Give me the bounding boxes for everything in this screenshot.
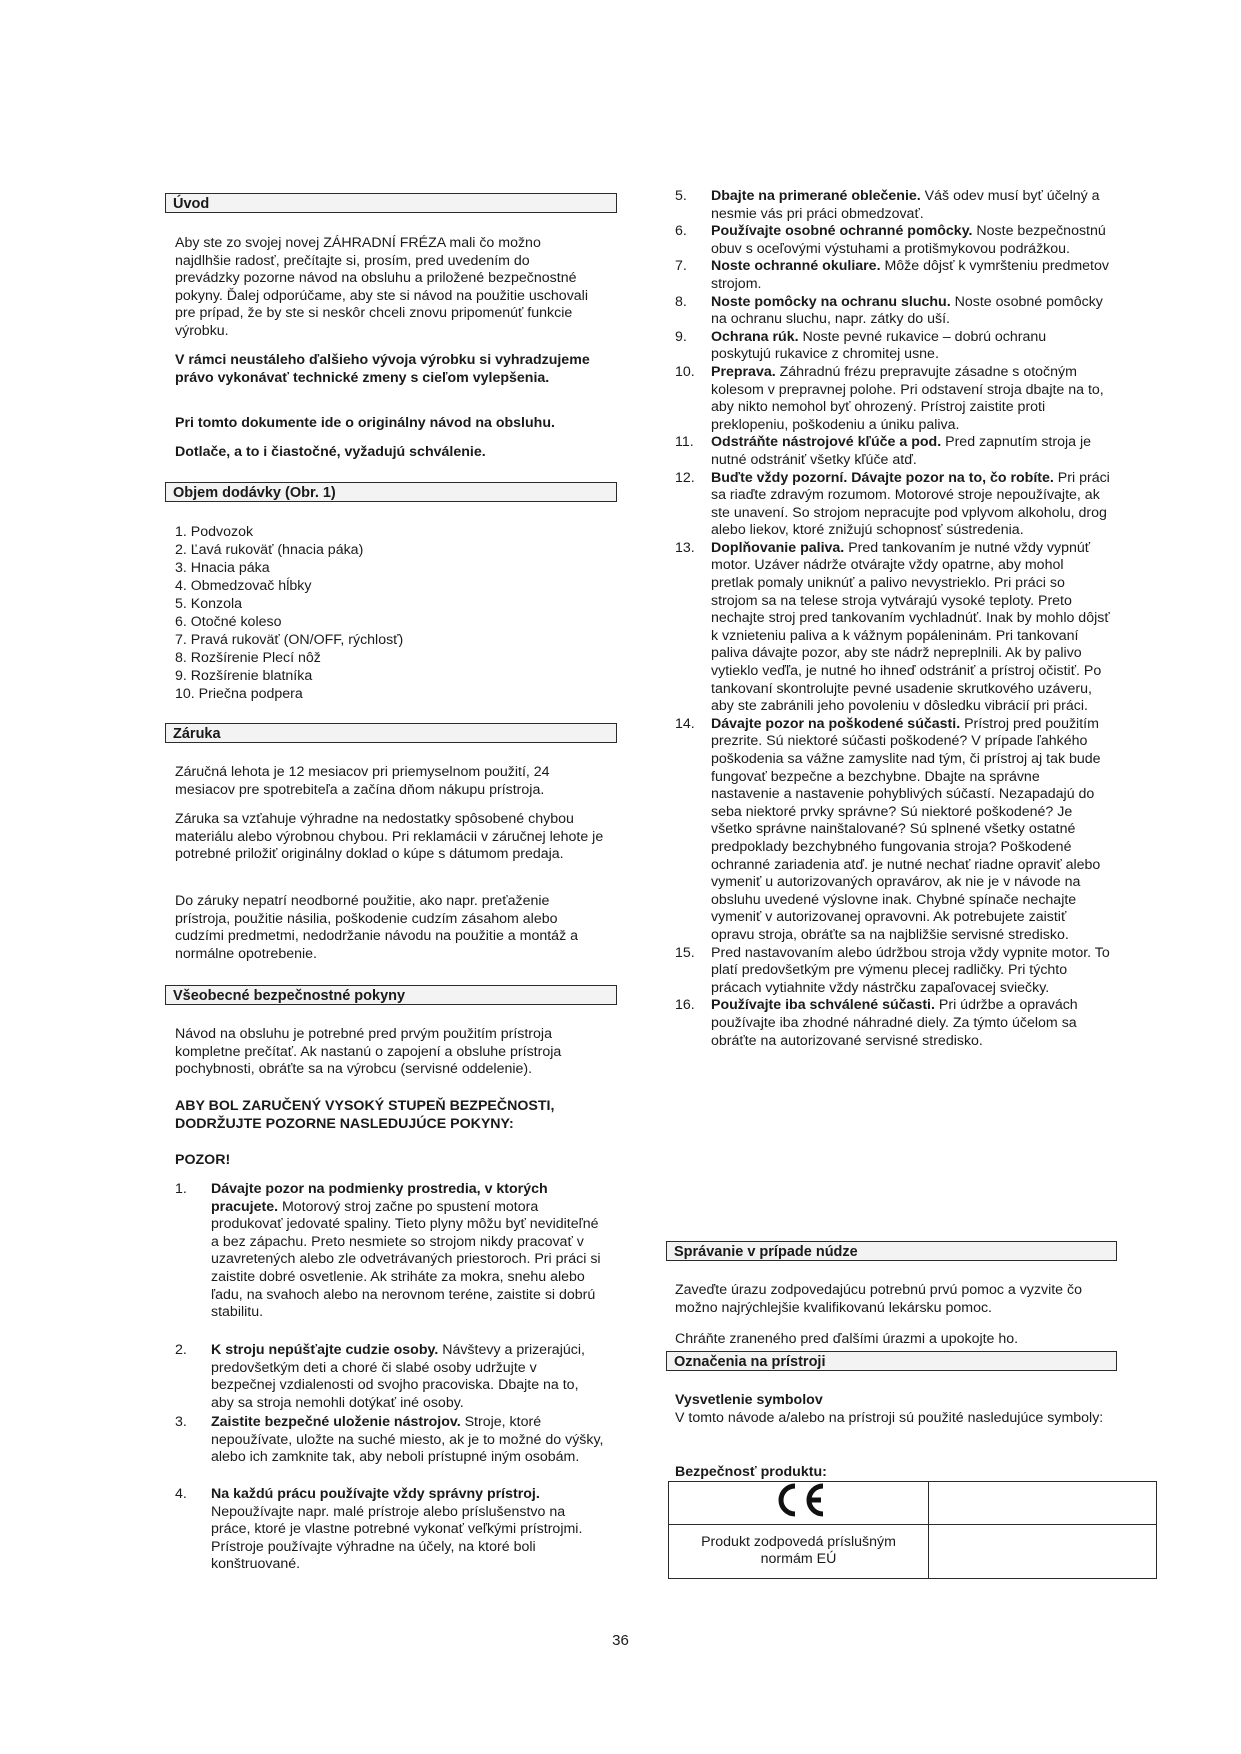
product-safety-text: Bezpečnosť produktu: <box>675 1464 827 1480</box>
emergency-para-2 <box>675 1331 1110 1349</box>
section-heading-warranty: Záruka <box>165 723 617 743</box>
list-item: 7. Noste ochranné okuliare. Môže dôjsť k vymršteniu predmetov strojom. <box>675 258 1109 292</box>
list-item: 7. Pravá rukoväť (ON/OFF, rýchlosť) <box>175 632 404 648</box>
section-heading-delivery: Objem dodávky (Obr. 1) <box>165 482 617 502</box>
list-item: 15. Pred nastavovaním alebo údržbou stroja vždy vypnite motor. To platí predovšetkým pre výmenu plecej radličky. Pri týchto prácach vytiahnite vždy nástrčku zapaľovacej sviečky. <box>675 944 1110 996</box>
section-heading-emergency: Správanie v prípade núdze <box>666 1241 1117 1261</box>
safety-item-4 <box>175 1486 605 1574</box>
emergency-text-2: Chráňte zraneného pred ďalšími úrazmi a upokojte ho. <box>675 1331 1019 1347</box>
safety-pozor <box>175 1152 375 1170</box>
emergency-para-1 <box>675 1282 1110 1317</box>
list-item: 8. Noste pomôcky na ochranu sluchu. Noste osobné pomôcky na ochranu sluchu, napr. zátky do uší. <box>675 293 1103 328</box>
list-item: 1. Podvozok <box>175 524 254 540</box>
intro-bold-reprint-text: Dotlače, a to i čiastočné, vyžadujú schválenie. <box>175 444 486 460</box>
page-number: 36 <box>612 1632 629 1649</box>
list-item: 4. Obmedzovač hĺbky <box>175 578 312 594</box>
item-text: Zaistite bezpečné uloženie nástrojov. Stroje, ktoré nepoužívate, uložte na suché miesto, ak je to možné do výšky, alebo ich zamknite tak, aby neboli prístupné iným osobám. <box>211 1414 604 1466</box>
safety-caps-notice <box>175 1098 605 1133</box>
safety-item-3 <box>175 1414 605 1467</box>
warranty-text-2: Záruka sa vzťahuje výhradne na nedostatky spôsobené chybou materiálu alebo výrobnou chybou. Pri reklamácii v záručnej lehote je potrebné priložiť originálny doklad o kúpe s dátumom predaja. <box>175 811 604 863</box>
list-item: 14. Dávajte pozor na poškodené súčasti. Prístroj pred použitím prezrite. Sú niektoré súčasti poškodené? V prípade ľahkého poškodenia sa vážne zamyslite nad tým, či prístroj aj tak bude fungovať bezpečne a bezchybne. Dbajte na správne nastavenie a nastavenie pohyblivých súčastí. Nezapadajú do seba niektoré prvky správne? Sú niektoré poškodené? Je všetko správne nainštalované? Sú splnené všetky ostatné predpoklady bezchybného fungovania stroja? Poškodené ochranné zariadenia atď. je nutné nechať riadne opraviť alebo vymeniť u autorizovaných opravárov, ak nie je v návode na obsluhu uvedené výslovne inak. Chybné spínače nechajte vymeniť v autorizovanej opravovni. Ak potrebujete zaistiť opravu stroja, obráťte sa na najbližšie servisné stredisko. <box>675 715 1101 943</box>
intro-bold-rights-text: V rámci neustáleho ďalšieho vývoja výrobku si vyhradzujeme právo vykonávať technické zmeny s cieľom vylepšenia. <box>175 352 590 386</box>
warranty-text-1: Záručná lehota je 12 mesiacov pri priemyselnom použití, 24 mesiacov pre spotrebiteľa a začína dňom nákupu prístroja. <box>175 764 550 798</box>
item-number: 2. <box>175 1342 187 1358</box>
symbols-subheading <box>675 1392 1105 1410</box>
safety-item-1 <box>175 1181 605 1322</box>
list-item: 16. Používajte iba schválené súčasti. Pri údržbe a opravách používajte iba zhodné náhradné diely. Za týmto účelom sa obráťte na autorizované servisné stredisko. <box>675 997 1078 1049</box>
list-item: 10. Priečna podpera <box>175 686 303 702</box>
list-item: 5. Konzola <box>175 596 243 612</box>
warranty-para-3 <box>175 893 605 963</box>
item-text: Dávajte pozor na podmienky prostredia, v ktorých pracujete. Motorový stroj začne po spustení motora produkovať jedovaté spaliny. Tieto plyny môžu byť neviditeľné a bez zápachu. Preto nesmiete so strojom nikdy pracovať v uzavretených alebo zle odvetrávaných priestoroch. Pri práci si zaistite dobré osvetlenie. Ak striháte za mokra, snehu alebo ľadu, na svahoch alebo na nerovnom teréne, zaistite si dobrú stabilitu. <box>211 1181 601 1321</box>
safety-text-1: Návod na obsluhu je potrebné pred prvým použitím prístroja kompletne prečítať. Ak nastanú o zapojení a obsluhe prístroja pochybnosti, obráťte sa na výrobcu (servisné oddelenie). <box>175 1026 562 1078</box>
list-item: 5. Dbajte na primerané oblečenie. Váš odev musí byť účelný a nesmie vás pri práci obmedzovať. <box>675 188 1100 222</box>
list-item: 12. Buďte vždy pozorní. Dávajte pozor na to, čo robíte. Pri práci sa riaďte zdravým rozumom. Motorové stroje nepoužívajte, ak ste unavení. So strojom nepracujte pod vplyvom alkoholu, drog alebo liekov, ktoré znižujú schopnosť sústredenia. <box>675 469 1110 539</box>
warranty-text-3: Do záruky nepatrí neodborné použitie, ako napr. preťaženie prístroja, použitie násilia, poškodenie cudzím zásahom alebo cudzími predmetmi, nedodržanie návodu na použitie a montáž a normálne opotrebenie. <box>175 893 578 962</box>
ce-mark-cell <box>669 1482 929 1525</box>
list-item: 6. Používajte osobné ochranné pomôcky. Noste bezpečnostnú obuv s oceľovými výstuhami a protišmykovou podrážkou. <box>675 223 1106 257</box>
section-heading-intro: Úvod <box>165 193 617 213</box>
intro-text: Aby ste zo svojej novej ZÁHRADNÍ FRÉZA mali čo možno najdlhšie radosť, prečítajte si, prosím, pred uvedením do prevádzky pozorne návod na obsluhu a priložené bezpečnostné pokyny. Ďalej odporúčame, aby ste si návod na použitie uschovali pre prípad, že by ste si neskôr chceli znovu pripomenúť funkcie výrobku. <box>175 235 588 339</box>
symbols-para <box>675 1410 1105 1428</box>
list-item: 9. Ochrana rúk. Noste pevné rukavice – dobrú ochranu poskytujú rukavice z chromitej usne. <box>675 328 1047 363</box>
list-item: 11. Odstráňte nástrojové kľúče a pod. Pred zapnutím stroja je nutné odstrániť všetky kľúče atď. <box>675 434 1091 468</box>
intro-bold-reprint <box>175 444 615 462</box>
item-number: 4. <box>175 1486 187 1502</box>
ce-mark-icon <box>769 1482 829 1518</box>
safety-pozor-text: POZOR! <box>175 1152 231 1168</box>
section-heading-safety: Všeobecné bezpečnostné pokyny <box>165 985 617 1005</box>
list-item: 8. Rozšírenie Plecí nôž <box>175 650 321 666</box>
list-item: 2. Ľavá rukoväť (hnacia páka) <box>175 542 364 558</box>
symbols-para-text: V tomto návode a/alebo na prístroji sú použité nasledujúce symboly: <box>675 1410 1104 1426</box>
intro-bold-original <box>175 415 615 433</box>
warranty-para-2 <box>175 811 605 864</box>
safety-item-2 <box>175 1342 605 1412</box>
section-heading-symbols: Označenia na prístroji <box>666 1351 1117 1371</box>
empty-cell <box>929 1482 1157 1525</box>
symbols-table <box>668 1481 1157 1579</box>
warranty-para-1 <box>175 764 595 799</box>
empty-cell <box>929 1524 1157 1578</box>
emergency-text-1: Zaveďte úrazu zodpovedajúcu potrebnú prvú pomoc a vyzvite čo možno najrýchlejšie kvalifikovanú lekársku pomoc. <box>675 1282 1082 1316</box>
list-item: 6. Otočné koleso <box>175 614 282 630</box>
item-text: K stroju nepúšťajte cudzie osoby. Návštevy a prizerajúci, predovšetkým deti a choré či slabé osoby udržujte v bezpečnej vzdialenosti od svojho pracoviska. Dbajte na to, aby sa stroja nemohli dotýkať iné osoby. <box>211 1342 585 1411</box>
intro-bold-original-text: Pri tomto dokumente ide o originálny návod na obsluhu. <box>175 415 555 431</box>
list-item: 13. Doplňovanie paliva. Pred tankovaním je nutné vždy vypnúť motor. Uzáver nádrže otvárajte vždy opatrne, aby mohol pretlak pomaly uniknúť a palivo nevystrieklo. Pri práci so strojom sa na telese stroja vytvárajú vysoké teploty. Preto nechajte stroj pred tankovaním vychladnúť. Inak by mohlo dôjsť k vznieteniu paliva a k vážnym popáleninám. Pri tankovaní paliva dávajte pozor, aby ste nádrž nepreplnili. Ak by palivo vytieklo veďľa, je nutné ho ihneď odstrániť a prístroj očistiť. Po tankovaní skontrolujte pevné usadenie skrutkového uzáveru, aby ste zabránili jeho povoleniu v dôsledku vibrácií pri práci. <box>675 539 1110 715</box>
list-item: 9. Rozšírenie blatníka <box>175 668 313 684</box>
product-safety-label <box>675 1464 975 1482</box>
ce-text-cell: Produkt zodpovedá príslušným normám EÚ <box>669 1524 929 1578</box>
item-number: 3. <box>175 1414 187 1430</box>
safety-para-1 <box>175 1026 605 1079</box>
intro-paragraph <box>175 235 595 341</box>
symbols-subheading-text: Vysvetlenie symbolov <box>675 1392 823 1408</box>
safety-caps-text: ABY BOL ZARUČENÝ VYSOKÝ STUPEŇ BEZPEČNOSTI, DODRŽUJTE POZORNE NASLEDUJÚCE POKYNY: <box>175 1098 555 1132</box>
item-text: Na každú prácu používajte vždy správny prístroj. Nepoužívajte napr. malé prístroje alebo príslušenstvo na práce, ktoré je vlastne potrebné vykonať veľkými prístrojmi. Prístroje používajte výhradne na účely, na ktoré boli konštruované. <box>211 1486 583 1573</box>
delivery-list <box>175 523 595 703</box>
list-item: 3. Hnacia páka <box>175 560 270 576</box>
intro-bold-rights <box>175 352 595 387</box>
item-number: 1. <box>175 1181 187 1197</box>
list-item: 10. Preprava. Záhradnú frézu prepravujte zásadne s otočným kolesom v prepravnej polohe. Pri odstavení stroja dbajte na to, aby nikto nemohol byť ohrozený. Prístroj zaistite proti preklopeniu, poškodeniu a úniku paliva. <box>675 363 1104 433</box>
safety-items-continued <box>675 188 1110 1050</box>
